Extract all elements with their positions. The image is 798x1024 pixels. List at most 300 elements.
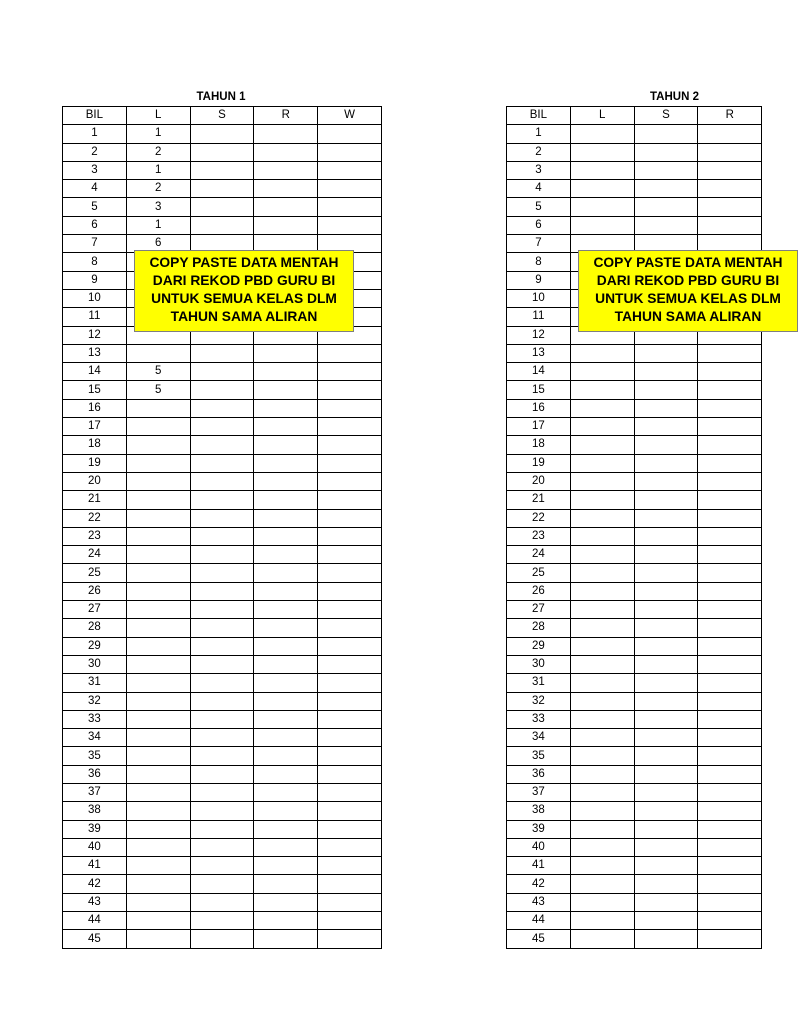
l-cell[interactable]: 5 — [126, 381, 190, 399]
score-cell[interactable] — [634, 857, 698, 875]
score-cell[interactable] — [254, 637, 318, 655]
l-cell[interactable] — [126, 472, 190, 490]
l-cell[interactable] — [570, 783, 634, 801]
score-cell[interactable] — [318, 747, 382, 765]
score-cell[interactable] — [318, 564, 382, 582]
score-cell[interactable] — [698, 564, 762, 582]
bil-cell: 32 — [63, 692, 127, 710]
score-cell[interactable] — [254, 729, 318, 747]
score-cell[interactable] — [190, 527, 254, 545]
l-cell[interactable] — [570, 747, 634, 765]
score-cell[interactable] — [190, 930, 254, 948]
score-cell[interactable] — [634, 344, 698, 362]
score-cell[interactable] — [318, 637, 382, 655]
score-cell[interactable] — [254, 692, 318, 710]
score-cell[interactable] — [190, 802, 254, 820]
score-cell[interactable] — [318, 875, 382, 893]
l-cell[interactable] — [126, 692, 190, 710]
score-cell[interactable] — [254, 216, 318, 234]
l-cell[interactable]: 6 — [126, 235, 190, 253]
l-cell[interactable] — [570, 582, 634, 600]
score-cell[interactable] — [318, 930, 382, 948]
l-cell[interactable] — [570, 454, 634, 472]
score-cell[interactable] — [254, 564, 318, 582]
score-cell[interactable] — [318, 857, 382, 875]
score-cell[interactable] — [190, 582, 254, 600]
score-cell[interactable] — [190, 765, 254, 783]
score-cell[interactable] — [318, 399, 382, 417]
score-cell[interactable] — [634, 381, 698, 399]
score-cell[interactable] — [698, 472, 762, 490]
l-cell[interactable] — [126, 564, 190, 582]
score-cell[interactable] — [634, 783, 698, 801]
score-cell[interactable] — [634, 454, 698, 472]
score-cell[interactable] — [318, 436, 382, 454]
score-cell[interactable] — [634, 564, 698, 582]
score-cell[interactable] — [634, 509, 698, 527]
score-cell[interactable] — [634, 125, 698, 143]
l-cell[interactable] — [126, 418, 190, 436]
l-cell[interactable] — [126, 546, 190, 564]
score-cell[interactable] — [634, 674, 698, 692]
score-cell[interactable] — [698, 857, 762, 875]
score-cell[interactable] — [190, 912, 254, 930]
l-cell[interactable]: 3 — [126, 198, 190, 216]
score-cell[interactable] — [698, 418, 762, 436]
score-cell[interactable] — [190, 381, 254, 399]
score-cell[interactable] — [634, 802, 698, 820]
score-cell[interactable] — [190, 216, 254, 234]
score-cell[interactable] — [318, 802, 382, 820]
l-cell[interactable] — [570, 765, 634, 783]
score-cell[interactable] — [318, 912, 382, 930]
note-line: TAHUN SAMA ALIRAN — [170, 309, 318, 324]
score-cell[interactable] — [634, 143, 698, 161]
l-cell[interactable] — [126, 783, 190, 801]
score-cell[interactable] — [254, 381, 318, 399]
l-cell[interactable] — [570, 802, 634, 820]
score-cell[interactable] — [254, 418, 318, 436]
l-cell[interactable] — [570, 180, 634, 198]
l-cell[interactable] — [570, 601, 634, 619]
score-cell[interactable] — [190, 857, 254, 875]
score-cell[interactable] — [318, 344, 382, 362]
l-cell[interactable] — [570, 912, 634, 930]
l-cell[interactable] — [570, 564, 634, 582]
score-cell[interactable] — [634, 527, 698, 545]
l-cell[interactable] — [570, 344, 634, 362]
l-cell[interactable] — [126, 857, 190, 875]
score-cell[interactable] — [190, 783, 254, 801]
table-row — [63, 418, 382, 436]
score-cell[interactable] — [318, 363, 382, 381]
score-cell[interactable] — [254, 399, 318, 417]
column-header: W — [318, 107, 382, 125]
score-cell[interactable] — [634, 216, 698, 234]
score-cell[interactable] — [698, 363, 762, 381]
score-cell[interactable] — [698, 838, 762, 856]
score-cell[interactable] — [634, 710, 698, 728]
score-cell[interactable] — [698, 527, 762, 545]
score-cell[interactable] — [634, 491, 698, 509]
l-cell[interactable] — [126, 838, 190, 856]
score-cell[interactable] — [190, 546, 254, 564]
score-cell[interactable] — [254, 601, 318, 619]
score-cell[interactable] — [254, 765, 318, 783]
score-cell[interactable] — [698, 729, 762, 747]
table-row — [507, 564, 762, 582]
l-cell[interactable] — [570, 729, 634, 747]
score-cell[interactable] — [254, 893, 318, 911]
score-cell[interactable] — [318, 216, 382, 234]
sheet-tahun-2 — [506, 88, 734, 949]
l-cell[interactable] — [126, 344, 190, 362]
score-cell[interactable] — [190, 344, 254, 362]
l-cell[interactable] — [570, 125, 634, 143]
score-cell[interactable] — [318, 582, 382, 600]
score-cell[interactable] — [190, 143, 254, 161]
score-cell[interactable] — [254, 546, 318, 564]
score-cell[interactable] — [634, 930, 698, 948]
score-cell[interactable] — [190, 601, 254, 619]
score-cell[interactable] — [318, 418, 382, 436]
score-cell[interactable] — [698, 198, 762, 216]
score-cell[interactable] — [190, 820, 254, 838]
bil-cell: 11 — [63, 308, 127, 326]
score-cell[interactable] — [698, 436, 762, 454]
score-cell[interactable] — [318, 381, 382, 399]
score-cell[interactable] — [634, 601, 698, 619]
score-cell[interactable] — [318, 729, 382, 747]
l-cell[interactable] — [570, 710, 634, 728]
l-cell[interactable] — [570, 820, 634, 838]
l-cell[interactable] — [126, 436, 190, 454]
score-cell[interactable] — [190, 838, 254, 856]
score-cell[interactable] — [190, 637, 254, 655]
score-cell[interactable] — [698, 875, 762, 893]
score-cell[interactable] — [254, 674, 318, 692]
score-cell[interactable] — [190, 564, 254, 582]
score-cell[interactable] — [190, 491, 254, 509]
l-cell[interactable] — [570, 363, 634, 381]
score-cell[interactable] — [634, 912, 698, 930]
score-cell[interactable] — [318, 180, 382, 198]
score-cell[interactable] — [634, 619, 698, 637]
score-cell[interactable] — [698, 143, 762, 161]
score-cell[interactable] — [190, 692, 254, 710]
score-cell[interactable] — [254, 527, 318, 545]
table-row — [507, 875, 762, 893]
l-cell[interactable] — [570, 143, 634, 161]
score-cell[interactable] — [634, 436, 698, 454]
score-cell[interactable] — [698, 399, 762, 417]
score-cell[interactable] — [634, 747, 698, 765]
l-cell[interactable] — [570, 655, 634, 673]
score-cell[interactable] — [318, 509, 382, 527]
table-row — [63, 619, 382, 637]
l-cell[interactable] — [570, 838, 634, 856]
l-cell[interactable] — [570, 161, 634, 179]
l-cell[interactable] — [570, 198, 634, 216]
score-cell[interactable] — [318, 143, 382, 161]
score-cell[interactable] — [190, 418, 254, 436]
score-cell[interactable] — [254, 436, 318, 454]
score-cell[interactable] — [190, 472, 254, 490]
note-line: TAHUN SAMA ALIRAN — [614, 309, 762, 324]
table-row — [63, 216, 382, 234]
score-cell[interactable] — [698, 765, 762, 783]
score-cell[interactable] — [698, 601, 762, 619]
score-cell[interactable] — [698, 783, 762, 801]
score-cell[interactable] — [254, 198, 318, 216]
score-cell[interactable] — [318, 893, 382, 911]
score-cell[interactable] — [634, 399, 698, 417]
score-cell[interactable] — [254, 820, 318, 838]
l-cell[interactable] — [126, 619, 190, 637]
score-cell[interactable] — [254, 125, 318, 143]
score-cell[interactable] — [698, 655, 762, 673]
score-cell[interactable] — [254, 363, 318, 381]
score-cell[interactable] — [190, 875, 254, 893]
score-cell[interactable] — [634, 198, 698, 216]
l-cell[interactable]: 2 — [126, 180, 190, 198]
l-cell[interactable]: 1 — [126, 161, 190, 179]
score-cell[interactable] — [698, 509, 762, 527]
l-cell[interactable] — [126, 491, 190, 509]
table-row — [507, 893, 762, 911]
table-row — [507, 637, 762, 655]
l-cell[interactable] — [570, 637, 634, 655]
score-cell[interactable] — [254, 454, 318, 472]
l-cell[interactable] — [570, 692, 634, 710]
table-row — [63, 363, 382, 381]
bil-cell: 31 — [63, 674, 127, 692]
column-header: BIL — [63, 107, 127, 125]
score-cell[interactable] — [190, 161, 254, 179]
l-cell[interactable] — [126, 710, 190, 728]
l-cell[interactable] — [570, 674, 634, 692]
score-cell[interactable] — [254, 912, 318, 930]
score-cell[interactable] — [254, 930, 318, 948]
l-cell[interactable] — [570, 857, 634, 875]
score-cell[interactable] — [698, 637, 762, 655]
score-cell[interactable] — [698, 674, 762, 692]
l-cell[interactable] — [126, 930, 190, 948]
score-cell[interactable] — [698, 180, 762, 198]
score-cell[interactable] — [254, 655, 318, 673]
score-cell[interactable] — [318, 619, 382, 637]
score-cell[interactable] — [254, 472, 318, 490]
l-cell[interactable] — [126, 820, 190, 838]
table-row — [507, 527, 762, 545]
score-cell[interactable] — [634, 820, 698, 838]
score-cell[interactable] — [634, 875, 698, 893]
score-cell[interactable] — [318, 527, 382, 545]
score-cell[interactable] — [190, 619, 254, 637]
score-cell[interactable] — [190, 710, 254, 728]
score-cell[interactable] — [634, 655, 698, 673]
score-cell[interactable] — [698, 582, 762, 600]
l-cell[interactable] — [570, 418, 634, 436]
score-cell[interactable] — [318, 161, 382, 179]
instruction-note-clip — [578, 250, 783, 332]
l-cell[interactable] — [126, 729, 190, 747]
score-cell[interactable] — [698, 893, 762, 911]
score-cell[interactable] — [318, 710, 382, 728]
l-cell[interactable] — [126, 509, 190, 527]
score-cell[interactable] — [698, 381, 762, 399]
score-cell[interactable] — [318, 601, 382, 619]
score-cell[interactable] — [698, 161, 762, 179]
score-cell[interactable] — [318, 655, 382, 673]
score-cell[interactable] — [698, 912, 762, 930]
score-cell[interactable] — [698, 491, 762, 509]
score-cell[interactable] — [318, 125, 382, 143]
score-cell[interactable] — [698, 546, 762, 564]
l-cell[interactable] — [570, 875, 634, 893]
l-cell[interactable] — [570, 491, 634, 509]
score-cell[interactable] — [318, 765, 382, 783]
score-cell[interactable] — [318, 674, 382, 692]
l-cell[interactable] — [126, 912, 190, 930]
score-cell[interactable] — [698, 619, 762, 637]
l-cell[interactable] — [126, 674, 190, 692]
bil-cell: 21 — [63, 491, 127, 509]
l-cell[interactable] — [570, 930, 634, 948]
table-row — [63, 893, 382, 911]
score-cell[interactable] — [190, 893, 254, 911]
l-cell[interactable]: 2 — [126, 143, 190, 161]
score-cell[interactable] — [634, 729, 698, 747]
score-cell[interactable] — [254, 875, 318, 893]
score-cell[interactable] — [698, 692, 762, 710]
score-cell[interactable] — [190, 509, 254, 527]
score-cell[interactable] — [634, 363, 698, 381]
score-cell[interactable] — [698, 802, 762, 820]
score-cell[interactable] — [254, 161, 318, 179]
score-cell[interactable] — [190, 125, 254, 143]
l-cell[interactable] — [126, 802, 190, 820]
bil-cell: 7 — [63, 235, 127, 253]
l-cell[interactable]: 1 — [126, 216, 190, 234]
score-cell[interactable] — [634, 893, 698, 911]
l-cell[interactable] — [570, 509, 634, 527]
score-cell[interactable] — [190, 674, 254, 692]
l-cell[interactable] — [126, 875, 190, 893]
l-cell[interactable] — [126, 893, 190, 911]
score-cell[interactable] — [190, 198, 254, 216]
score-cell[interactable] — [318, 783, 382, 801]
score-cell[interactable] — [634, 418, 698, 436]
score-cell[interactable] — [634, 161, 698, 179]
score-cell[interactable] — [318, 472, 382, 490]
score-cell[interactable] — [634, 692, 698, 710]
score-cell[interactable] — [190, 655, 254, 673]
score-cell[interactable] — [254, 344, 318, 362]
score-cell[interactable] — [634, 546, 698, 564]
score-cell[interactable] — [254, 802, 318, 820]
l-cell[interactable] — [126, 765, 190, 783]
score-cell[interactable] — [698, 820, 762, 838]
note-line: DARI REKOD PBD GURU BI — [596, 273, 780, 288]
score-cell[interactable] — [190, 747, 254, 765]
score-cell[interactable] — [698, 930, 762, 948]
l-cell[interactable] — [570, 399, 634, 417]
score-cell[interactable] — [698, 216, 762, 234]
l-cell[interactable] — [126, 637, 190, 655]
l-cell[interactable] — [570, 619, 634, 637]
l-cell[interactable] — [126, 601, 190, 619]
score-cell[interactable] — [634, 472, 698, 490]
l-cell[interactable] — [126, 399, 190, 417]
l-cell[interactable] — [570, 216, 634, 234]
l-cell[interactable] — [570, 546, 634, 564]
score-cell[interactable] — [190, 399, 254, 417]
score-cell[interactable] — [254, 582, 318, 600]
l-cell[interactable]: 1 — [126, 125, 190, 143]
score-cell[interactable] — [318, 546, 382, 564]
score-cell[interactable] — [190, 363, 254, 381]
score-cell[interactable] — [698, 747, 762, 765]
l-cell[interactable] — [126, 582, 190, 600]
score-cell[interactable] — [318, 692, 382, 710]
l-cell[interactable] — [126, 747, 190, 765]
score-cell[interactable] — [254, 143, 318, 161]
score-cell[interactable] — [698, 454, 762, 472]
score-cell[interactable] — [254, 710, 318, 728]
bil-cell: 17 — [507, 418, 571, 436]
l-cell[interactable] — [126, 454, 190, 472]
l-cell[interactable] — [570, 436, 634, 454]
score-cell[interactable] — [634, 582, 698, 600]
l-cell[interactable] — [570, 527, 634, 545]
score-cell[interactable] — [698, 710, 762, 728]
score-cell[interactable] — [254, 491, 318, 509]
score-cell[interactable] — [190, 729, 254, 747]
l-cell[interactable] — [570, 381, 634, 399]
score-cell[interactable] — [254, 619, 318, 637]
l-cell[interactable] — [570, 893, 634, 911]
score-cell[interactable] — [254, 838, 318, 856]
score-cell[interactable] — [254, 509, 318, 527]
score-cell[interactable] — [190, 454, 254, 472]
score-cell[interactable] — [698, 125, 762, 143]
l-cell[interactable]: 5 — [126, 363, 190, 381]
l-cell[interactable] — [126, 655, 190, 673]
score-cell[interactable] — [318, 454, 382, 472]
score-cell[interactable] — [190, 180, 254, 198]
score-cell[interactable] — [254, 857, 318, 875]
score-cell[interactable] — [634, 637, 698, 655]
bil-cell: 8 — [63, 253, 127, 271]
score-cell[interactable] — [254, 180, 318, 198]
score-cell[interactable] — [254, 783, 318, 801]
score-cell[interactable] — [318, 491, 382, 509]
score-cell[interactable] — [318, 198, 382, 216]
l-cell[interactable] — [126, 527, 190, 545]
score-cell[interactable] — [634, 180, 698, 198]
score-cell[interactable] — [634, 838, 698, 856]
score-cell[interactable] — [318, 838, 382, 856]
score-cell[interactable] — [254, 747, 318, 765]
score-cell[interactable] — [634, 765, 698, 783]
score-cell[interactable] — [318, 820, 382, 838]
l-cell[interactable] — [570, 472, 634, 490]
score-cell[interactable] — [698, 344, 762, 362]
score-cell[interactable] — [190, 436, 254, 454]
bil-cell: 20 — [63, 472, 127, 490]
bil-cell: 23 — [63, 527, 127, 545]
